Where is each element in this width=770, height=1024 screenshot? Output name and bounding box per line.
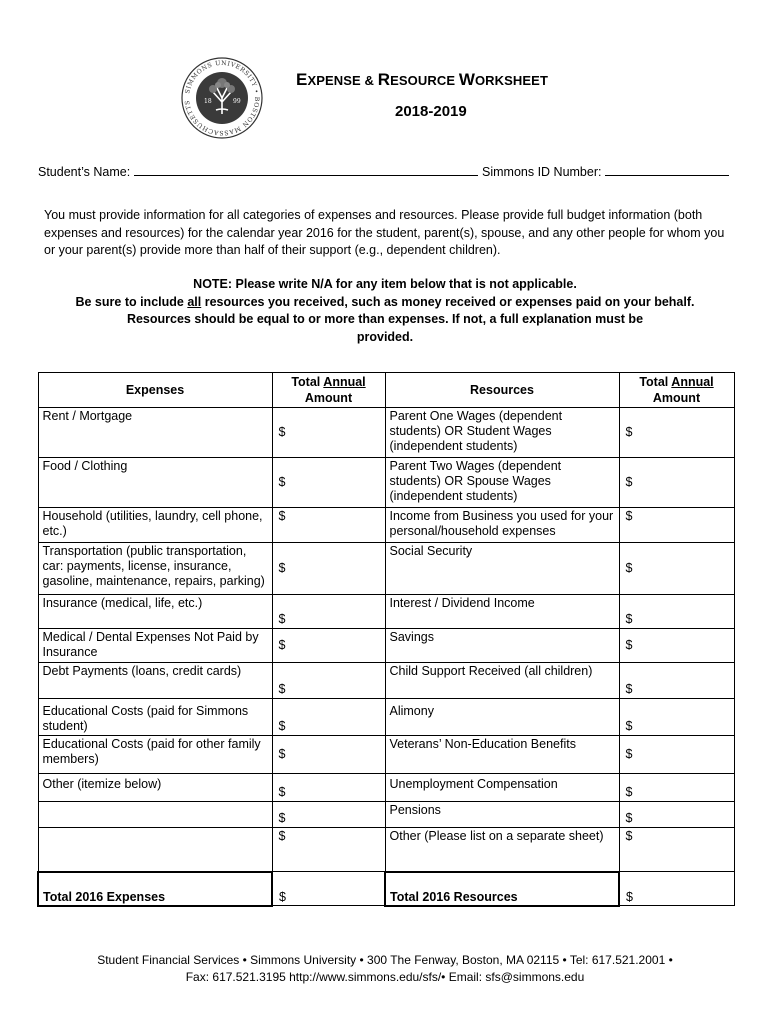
table-row: [38, 629, 734, 663]
expense-label: Insurance (medical, life, etc.): [38, 595, 272, 629]
table-row: [38, 663, 734, 699]
resource-label: Interest / Dividend Income: [385, 595, 619, 629]
resource-label: Social Security: [385, 543, 619, 595]
resource-amount-input[interactable]: $: [619, 408, 734, 458]
simmons-id-field[interactable]: [482, 164, 729, 179]
resource-label: Child Support Received (all children): [385, 663, 619, 699]
total-resources-input[interactable]: $: [619, 872, 734, 906]
expense-itemize-blank[interactable]: [38, 828, 272, 872]
expense-label: Debt Payments (loans, credit cards): [38, 663, 272, 699]
expense-amount-input[interactable]: $: [272, 543, 385, 595]
resource-label: Veterans’ Non-Education Benefits: [385, 736, 619, 774]
resource-label: Parent Two Wages (dependent students) OR Spouse Wages (independent students): [385, 458, 619, 508]
resource-amount-input[interactable]: $: [619, 629, 734, 663]
expense-label: Food / Clothing: [38, 458, 272, 508]
table-row: [38, 774, 734, 802]
resource-amount-input[interactable]: $: [619, 663, 734, 699]
table-row: [38, 736, 734, 774]
table-row: [38, 802, 734, 828]
note-line-1: NOTE: Please write N/A for any item below that is not applicable.: [193, 277, 577, 291]
expense-itemize-blank[interactable]: [38, 802, 272, 828]
worksheet-title: EXPENSE & RESOURCE WORKSHEET: [296, 70, 548, 89]
expense-amount-input[interactable]: $: [272, 629, 385, 663]
resource-amount-input[interactable]: $: [619, 774, 734, 802]
resource-label: Alimony: [385, 699, 619, 736]
footer-line-1: Student Financial Services • Simmons University • 300 The Fenway, Boston, MA 02115 • Tel: 617.521.2001 •: [97, 953, 673, 967]
table-row: [38, 828, 734, 872]
simmons-id-label: Simmons ID Number:: [482, 165, 602, 179]
total-resources-label: Total 2016 Resources: [385, 872, 619, 906]
expense-resource-table: [37, 372, 735, 907]
expense-label: Transportation (public transportation, car: payments, license, insurance, gasoline, maintenance, repairs, parking): [38, 543, 272, 595]
table-row: [38, 543, 734, 595]
expense-amount-input[interactable]: $: [272, 736, 385, 774]
expense-amount-input[interactable]: $: [272, 828, 385, 872]
resource-amount-input[interactable]: $: [619, 543, 734, 595]
table-row: [38, 508, 734, 543]
resource-label: Savings: [385, 629, 619, 663]
resource-label: Parent One Wages (dependent students) OR Student Wages (independent students): [385, 408, 619, 458]
resource-label: Income from Business you used for your personal/household expenses: [385, 508, 619, 543]
resource-label: Pensions: [385, 802, 619, 828]
expense-amount-input[interactable]: $: [272, 408, 385, 458]
note-line-3: Resources should be equal to or more than expenses. If not, a full explanation must be: [126, 312, 644, 326]
instructions-paragraph: You must provide information for all categories of expenses and resources. Please provide full budget information (both expenses and resources) for the calendar year 2016 for the student, parent(s), spouse, and any other people for whom you or your parent(s) provide more than half of their support (e.g., dependent children).: [44, 208, 725, 257]
resource-amount-input[interactable]: $: [619, 508, 734, 543]
expense-amount-input[interactable]: $: [272, 663, 385, 699]
expense-amount-input[interactable]: $: [272, 699, 385, 736]
resource-amount-input[interactable]: $: [619, 828, 734, 872]
simmons-id-blank[interactable]: [605, 164, 729, 176]
expenses-header: Expenses: [38, 373, 272, 408]
expense-amount-input[interactable]: $: [272, 595, 385, 629]
expense-amount-input[interactable]: $: [272, 458, 385, 508]
totals-row: [38, 872, 734, 906]
resource-label: Unemployment Compensation: [385, 774, 619, 802]
expense-amount-input[interactable]: $: [272, 508, 385, 543]
expense-label: Other (itemize below): [38, 774, 272, 802]
note-line-4: provided.: [356, 329, 414, 344]
student-name-blank[interactable]: [134, 164, 478, 176]
resource-amount-input[interactable]: $: [619, 736, 734, 774]
student-name-label: Student’s Name:: [38, 165, 131, 179]
resource-amount-input[interactable]: $: [619, 458, 734, 508]
expense-amount-input[interactable]: $: [272, 774, 385, 802]
academic-year: 2018-2019: [395, 103, 467, 120]
table-row: [38, 595, 734, 629]
expense-amount-input[interactable]: $: [272, 802, 385, 828]
resource-amount-header: Total Annual Amount: [619, 373, 734, 408]
expense-label: Medical / Dental Expenses Not Paid by Insurance: [38, 629, 272, 663]
total-expenses-label: Total 2016 Expenses: [38, 872, 272, 906]
expense-label: Household (utilities, laundry, cell phone, etc.): [38, 508, 272, 543]
resources-header: Resources: [385, 373, 619, 408]
expense-amount-header: Total Annual Amount: [272, 373, 385, 408]
note-line-2: Be sure to include all resources you received, such as money received or expenses paid on your behalf.: [75, 294, 695, 309]
table-row: [38, 699, 734, 736]
resource-amount-input[interactable]: $: [619, 595, 734, 629]
table-row: [38, 458, 734, 508]
seal-year-right: 99: [233, 98, 241, 105]
footer-line-2: Fax: 617.521.3195 http://www.simmons.edu/sfs/• Email: sfs@simmons.edu: [185, 970, 585, 984]
table-row: [38, 408, 734, 458]
notes-block: [38, 276, 732, 346]
footer-contact: [38, 952, 732, 986]
resource-amount-input[interactable]: $: [619, 802, 734, 828]
resource-label: Other (Please list on a separate sheet): [385, 828, 619, 872]
student-name-field[interactable]: [38, 164, 478, 179]
seal-year-left: 18: [204, 98, 212, 105]
seal-ring-text: SIMMONS UNIVERSITY • BOSTON MASSACHUSETTS: [184, 59, 261, 137]
expense-label: Educational Costs (paid for other family members): [38, 736, 272, 774]
expense-label: Educational Costs (paid for Simmons student): [38, 699, 272, 736]
total-expenses-input[interactable]: $: [272, 872, 385, 906]
university-seal-logo: [180, 56, 264, 140]
expense-label: Rent / Mortgage: [38, 408, 272, 458]
resource-amount-input[interactable]: $: [619, 699, 734, 736]
